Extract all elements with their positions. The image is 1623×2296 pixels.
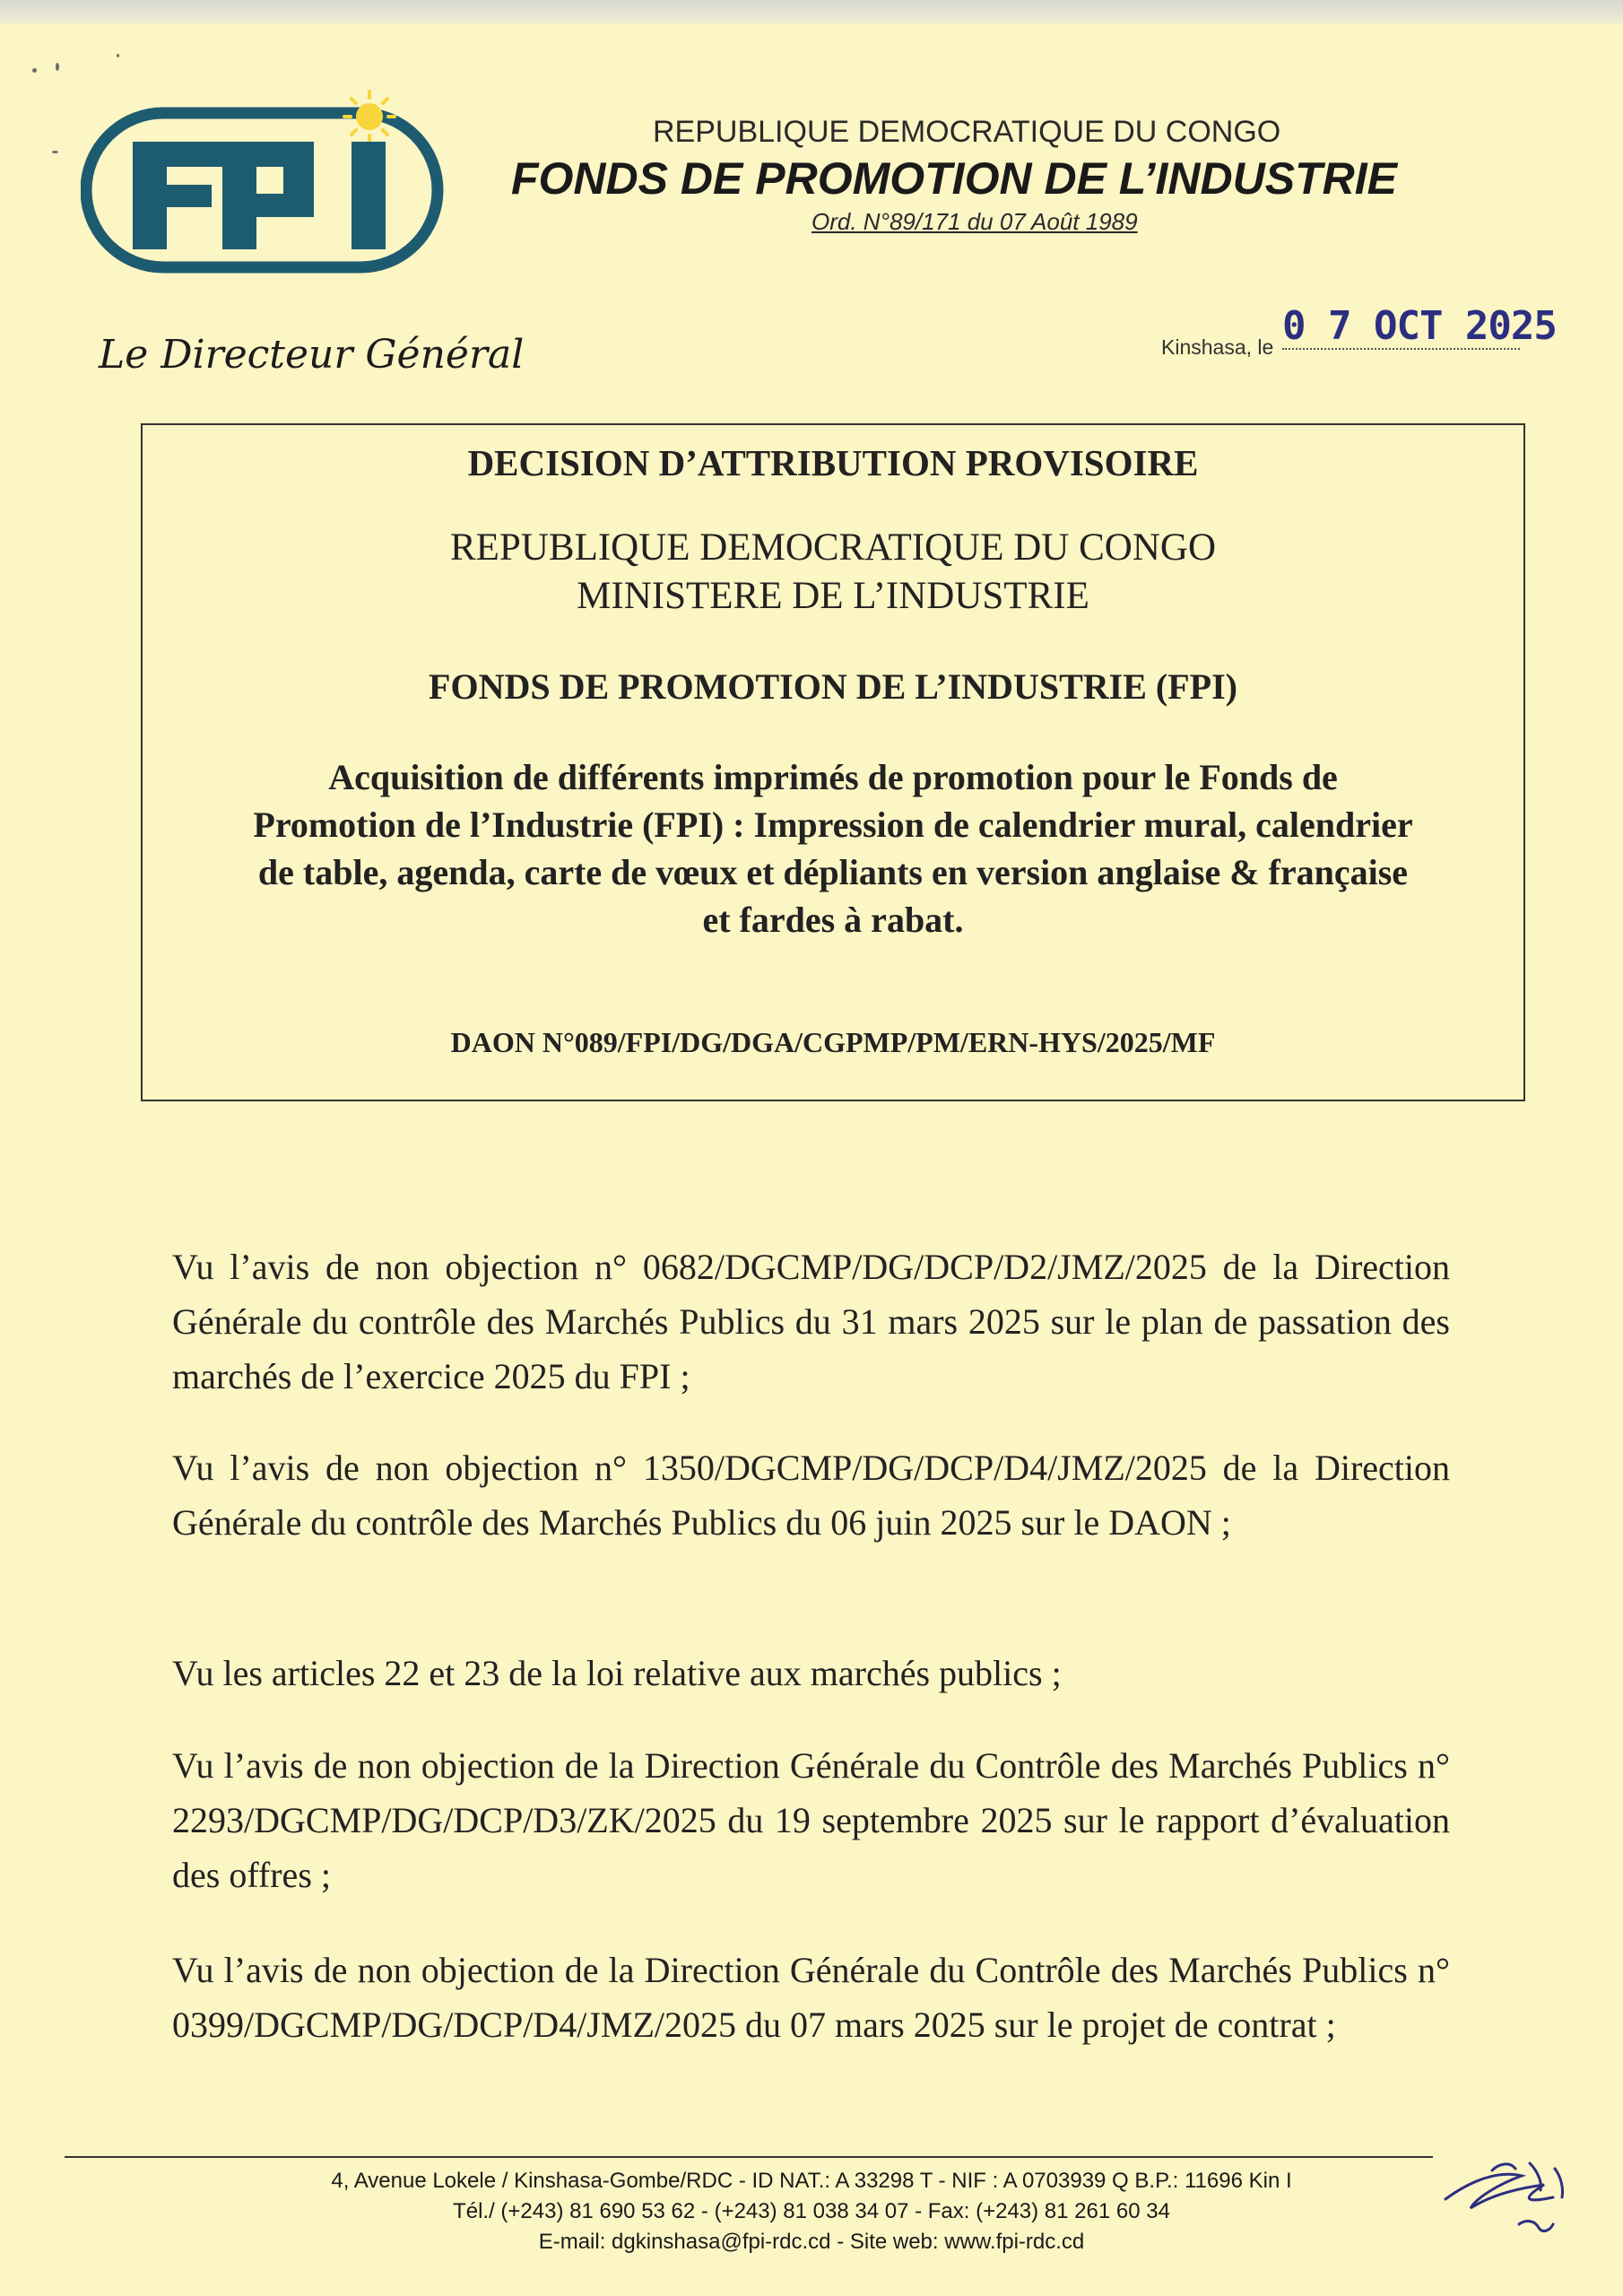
scan-speck bbox=[52, 151, 58, 153]
org-country: REPUBLIQUE DEMOCRATIQUE DU CONGO bbox=[653, 115, 1281, 149]
considerant-paragraph: Vu l’avis de non objection n° 0682/DGCMP/DG/DCP/D2/JMZ/2025 de la Direction Générale du contrôle des Marchés Publics du 31 mars 2025 sur le plan de passation des marchés de l’exercice 2025 du FPI ; bbox=[172, 1247, 1450, 1396]
daon-reference: DAON N°089/FPI/DG/DGA/CGPMP/PM/ERN-HYS/2025/MF bbox=[450, 1026, 1216, 1058]
decision-box bbox=[141, 423, 1525, 1101]
footer-rule bbox=[65, 2156, 1433, 2158]
scan-top-strip bbox=[0, 0, 1623, 23]
considerant-paragraph: Vu l’avis de non objection n° 1350/DGCMP/DG/DCP/D4/JMZ/2025 de la Direction Générale du contrôle des Marchés Publics du 06 juin 2025 sur le DAON ; bbox=[172, 1448, 1450, 1543]
footer-address: 4, Avenue Lokele / Kinshasa-Gombe/RDC - ID NAT.: A 33298 T - NIF : A 0703939 Q B.P.: 11696 Kin I bbox=[331, 2169, 1292, 2193]
considerant-paragraph: Vu l’avis de non objection de la Direction Générale du Contrôle des Marchés Publics n° 0399/DGCMP/DG/DCP/D4/JMZ/2025 du 07 mars 2025 sur le projet de contrat ; bbox=[172, 1950, 1450, 2045]
decision-title: DECISION D’ATTRIBUTION PROVISOIRE bbox=[467, 442, 1199, 483]
footer bbox=[0, 2166, 1623, 2257]
org-ordinance: Ord. N°89/171 du 07 Août 1989 bbox=[812, 208, 1138, 235]
considerant-paragraph: Vu l’avis de non objection de la Direction Générale du Contrôle des Marchés Publics n° 2293/DGCMP/DG/DCP/D3/ZK/2025 du 19 septembre 2025 sur le rapport d’évaluation des offres ; bbox=[172, 1745, 1450, 1895]
acquisition-subject: Acquisition de différents imprimés de promotion pour le Fonds de Promotion de l’Industrie (FPI) : Impression de calendrier mural, calendrier de table, agenda, carte de vœux et dépliants en version anglaise & française et fardes à rabat. bbox=[253, 757, 1413, 940]
considerant-paragraph: Vu les articles 22 et 23 de la loi relative aux marchés publics ; bbox=[172, 1653, 1062, 1693]
footer-phones: Tél./ (+243) 81 690 53 62 - (+243) 81 038 34 07 - Fax: (+243) 81 261 60 34 bbox=[453, 2199, 1170, 2223]
logo-letters bbox=[133, 142, 386, 249]
footer-contact: E-mail: dgkinshasa@fpi-rdc.cd - Site web: www.fpi-rdc.cd bbox=[538, 2230, 1085, 2254]
box-authority bbox=[143, 524, 1523, 621]
scan-speck bbox=[117, 54, 119, 57]
handwritten-initials bbox=[1436, 2144, 1580, 2269]
box-republic: REPUBLIQUE DEMOCRATIQUE DU CONGO bbox=[449, 526, 1217, 569]
fpi-logo bbox=[81, 86, 448, 279]
box-fund: FONDS DE PROMOTION DE L’INDUSTRIE (FPI) bbox=[429, 666, 1237, 707]
org-name: FONDS DE PROMOTION DE L’INDUSTRIE bbox=[511, 153, 1397, 204]
box-ministry: MINISTERE DE L’INDUSTRIE bbox=[577, 575, 1089, 617]
place-label: Kinshasa, le bbox=[1161, 335, 1274, 359]
director-title: Le Directeur Général bbox=[99, 332, 525, 378]
logo-sun bbox=[344, 91, 395, 142]
date-stamp: 0 7 OCT 2025 bbox=[1282, 303, 1557, 349]
scan-speck bbox=[56, 63, 59, 71]
scan-speck bbox=[32, 68, 37, 73]
